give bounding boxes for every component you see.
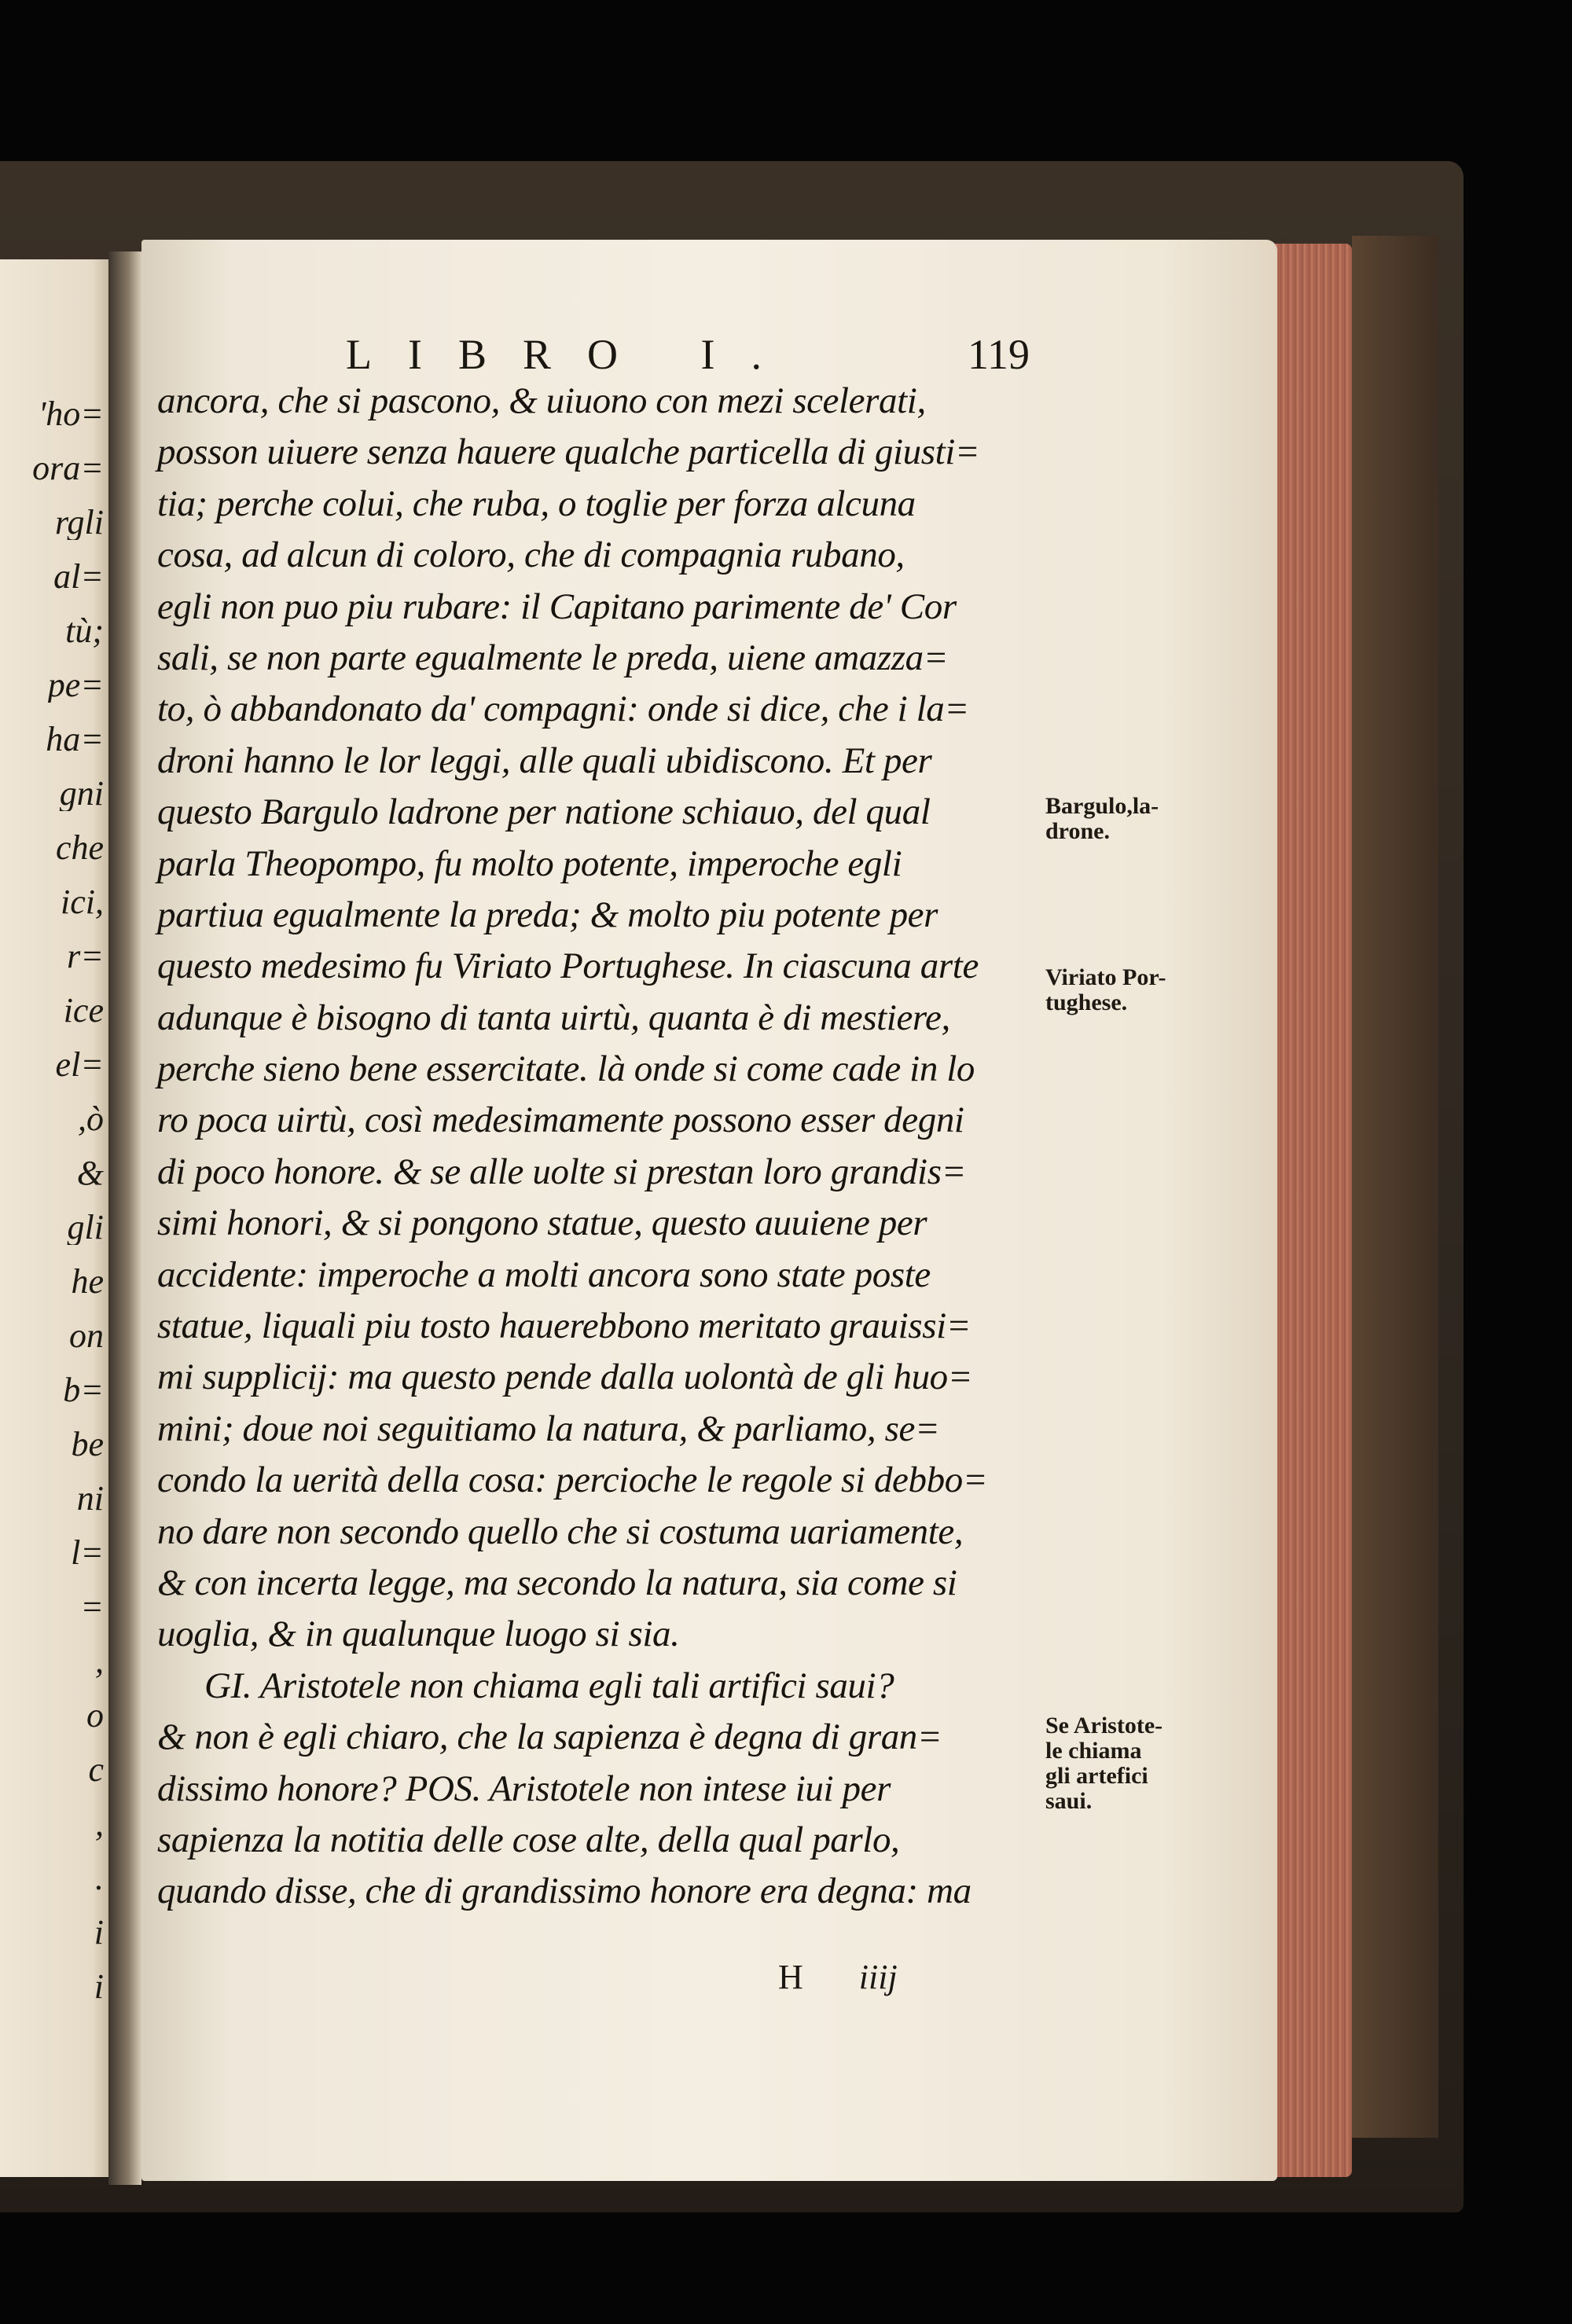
left-page-fragment: che: [55, 831, 104, 865]
page-number: 119: [968, 331, 1030, 378]
left-page-fragment: tù;: [65, 614, 104, 648]
text-line: mi supplicij: ma questo pende dalla uolontà de gli huo=: [157, 1357, 973, 1398]
book-gutter: [108, 251, 141, 2185]
left-page-fragment: ici,: [61, 885, 104, 920]
left-page-fragment: ice: [63, 993, 104, 1028]
left-page-fragment: ,ò: [78, 1102, 104, 1136]
signature-mark: [778, 1957, 898, 1997]
left-page-fragment: ha=: [46, 722, 104, 757]
left-page-fragment: ,: [95, 1807, 104, 1841]
left-page-fragment: b=: [63, 1373, 104, 1408]
left-page-fragment: rgli: [55, 505, 104, 540]
cover-edge: [1352, 236, 1438, 2138]
text-line: ro poca uirtù, così medesimamente possono esser degni: [157, 1100, 964, 1141]
text-line: sali, se non parte egualmente le preda, uiene amazza=: [157, 637, 949, 678]
left-page: [0, 259, 108, 2177]
text-line: & non è egli chiaro, che la sapienza è degna di gran=: [157, 1716, 942, 1758]
signature-letter: H: [778, 1958, 803, 1996]
signature-number: iiij: [858, 1958, 898, 1996]
text-line: simi honori, & si pongono statue, questo auuiene per: [157, 1202, 927, 1244]
text-line: mini; doue noi seguitiamo la natura, & parliamo, se=: [157, 1408, 940, 1449]
text-line: to, ò abbandonato da' compagni: onde si dice, che i la=: [157, 688, 969, 730]
margin-note-bargulo: Bargulo,la- drone.: [1045, 793, 1159, 844]
running-head-title: LIBRO I.: [346, 331, 798, 378]
left-page-fragment: 'ho=: [38, 397, 104, 431]
left-page-fragment: pe=: [47, 668, 104, 703]
text-line: parla Theopompo, fu molto potente, imperoche egli: [157, 843, 902, 884]
text-line: questo medesimo fu Viriato Portughese. In ciascuna arte: [157, 945, 979, 987]
text-line: partiua egualmente la preda; & molto piu potente per: [157, 894, 938, 935]
text-line: statue, liquali piu tosto hauerebbono meritato grauissi=: [157, 1305, 971, 1347]
text-line: adunque è bisogno di tanta uirtù, quanta è di mestiere,: [157, 997, 950, 1038]
text-line: perche sieno bene essercitate. là onde si come cade in lo: [157, 1048, 975, 1090]
left-page-fragment: el=: [55, 1048, 104, 1082]
margin-note-aristotele: Se Aristote- le chiama gli artefici saui.: [1045, 1713, 1163, 1814]
text-line: & con incerta legge, ma secondo la natura, sia come si: [157, 1562, 957, 1603]
text-line: cosa, ad alcun di coloro, che di compagnia rubano,: [157, 534, 905, 576]
left-page-fragment: gli: [67, 1210, 104, 1245]
text-line: dissimo honore? POS. Aristotele non intese iui per: [157, 1768, 891, 1809]
left-page-fragment: be: [71, 1427, 104, 1462]
left-page-fragment: on: [69, 1319, 104, 1353]
text-line: ancora, che si pascono, & uiuono con mezi scelerati,: [157, 380, 926, 421]
text-line: posson uiuere senza hauere qualche particella di giusti=: [157, 431, 980, 473]
left-page-fragment: i: [94, 1970, 104, 2004]
left-page-fragment: o: [86, 1698, 104, 1733]
text-line: sapienza la notitia delle cose alte, della qual parlo,: [157, 1819, 900, 1860]
left-page-fragment: &: [76, 1156, 104, 1191]
body-text: [157, 376, 1038, 1918]
text-line: droni hanno le lor leggi, alle quali ubidiscono. Et per: [157, 740, 932, 781]
left-page-fragment: he: [71, 1265, 104, 1299]
left-page-fragment: .: [95, 1861, 104, 1896]
left-page-fragment: c: [88, 1753, 104, 1787]
left-page-fragment: l=: [71, 1536, 104, 1570]
text-line: GI. Aristotele non chiama egli tali artifici saui?: [204, 1665, 894, 1706]
text-line: di poco honore. & se alle uolte si prestan loro grandis=: [157, 1151, 966, 1192]
text-line: condo la uerità della cosa: percioche le regole si debbo=: [157, 1459, 988, 1501]
left-page-fragment: gni: [59, 777, 104, 811]
text-line: egli non puo piu rubare: il Capitano parimente de' Cor: [157, 586, 957, 627]
text-line: no dare non secondo quello che si costuma uariamente,: [157, 1511, 964, 1552]
margin-note-viriato: Viriato Por- tughese.: [1045, 964, 1166, 1015]
left-page-fragment: ni: [76, 1481, 104, 1516]
text-line: questo Bargulo ladrone per natione schiauo, del qual: [157, 791, 931, 833]
left-page-fragment: ora=: [32, 451, 104, 486]
left-page-fragment: r=: [67, 939, 104, 974]
left-page-fragment: i: [94, 1915, 104, 1950]
text-line: quando disse, che di grandissimo honore era degna: ma: [157, 1871, 971, 1912]
left-page-fragment: =: [80, 1590, 104, 1625]
text-line: uoglia, & in qualunque luogo si sia.: [157, 1614, 680, 1655]
left-page-fragment: al=: [53, 560, 104, 594]
text-line: tia; perche colui, che ruba, o toglie per forza alcuna: [157, 483, 916, 524]
left-page-fragment: ,: [95, 1644, 104, 1679]
text-line: accidente: imperoche a molti ancora sono state poste: [157, 1254, 931, 1295]
